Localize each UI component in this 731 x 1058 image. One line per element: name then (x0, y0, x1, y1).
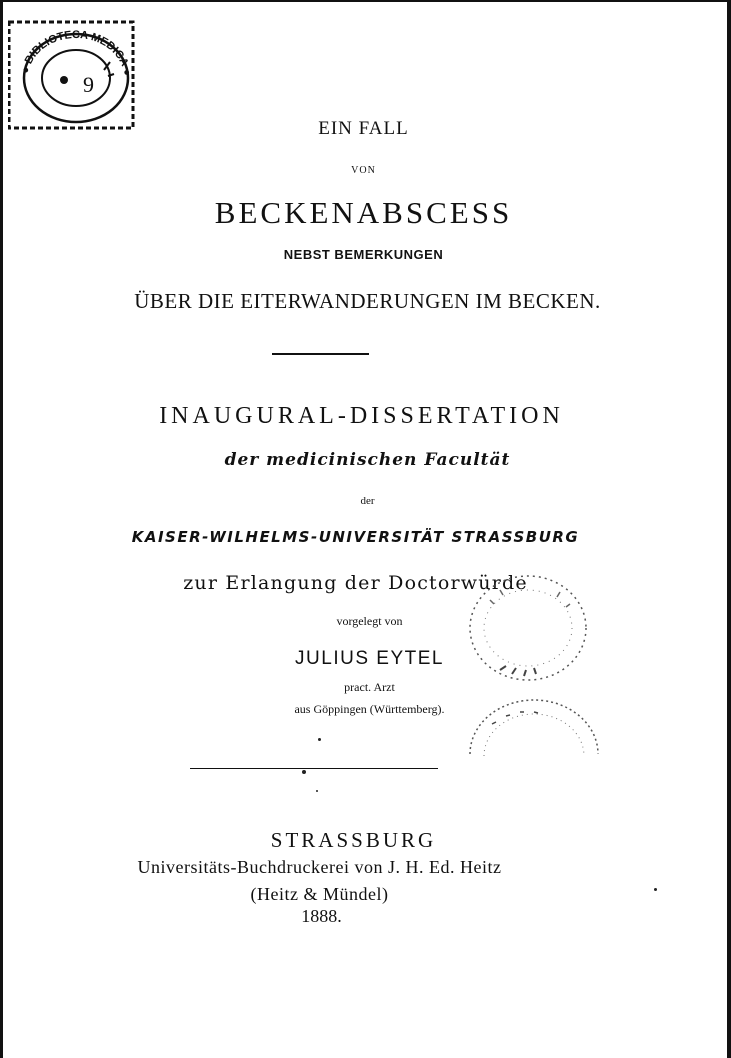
title-line-ein-fall: EIN FALL (318, 118, 409, 139)
svg-text:● BIBLIOTECA MEDICA ●: ● BIBLIOTECA MEDICA ● (19, 28, 134, 77)
ink-speck (302, 770, 306, 774)
imprint-city: STRASSBURG (270, 828, 437, 852)
subtitle-ueber: ÜBER DIE EITERWANDERUNGEN IM BECKEN. (134, 289, 601, 313)
main-title: BECKENABSCESS (214, 195, 513, 230)
faint-stamp-lower (462, 694, 604, 774)
der-line: der (360, 495, 375, 507)
divider-rule (272, 353, 369, 355)
faint-stamp-upper (460, 570, 592, 690)
imprint-printer-sub: (Heitz & Mündel) (250, 884, 389, 904)
author-origin: aus Göppingen (Württemberg). (294, 702, 445, 716)
faculty-line: der medicinischen Facultät (224, 450, 511, 470)
title-line-von: VON (351, 165, 376, 176)
dissertation-heading: INAUGURAL-DISSERTATION (159, 403, 564, 429)
imprint-year: 1888. (301, 906, 342, 926)
author-name: JULIUS EYTEL (295, 648, 444, 669)
scan-border-top (0, 0, 731, 2)
author-title: pract. Arzt (344, 680, 395, 694)
presented-by: vorgelegt von (336, 614, 403, 628)
library-stamp (8, 20, 138, 132)
imprint-printer: Universitäts-Buchdruckerei von J. H. Ed. Heitz (137, 857, 502, 877)
university-line: KAISER-WILHELMS-UNIVERSITÄT STRASSBURG (131, 528, 580, 546)
ink-speck (318, 738, 321, 741)
scan-border-right (727, 0, 731, 1058)
subtitle-nebst: NEBST BEMERKUNGEN (283, 247, 444, 262)
lower-divider-rule (190, 768, 438, 769)
stamp-number: 9 (83, 72, 94, 97)
degree-line: zur Erlangung der Doctorwürde (183, 572, 528, 594)
ink-speck (316, 790, 318, 792)
